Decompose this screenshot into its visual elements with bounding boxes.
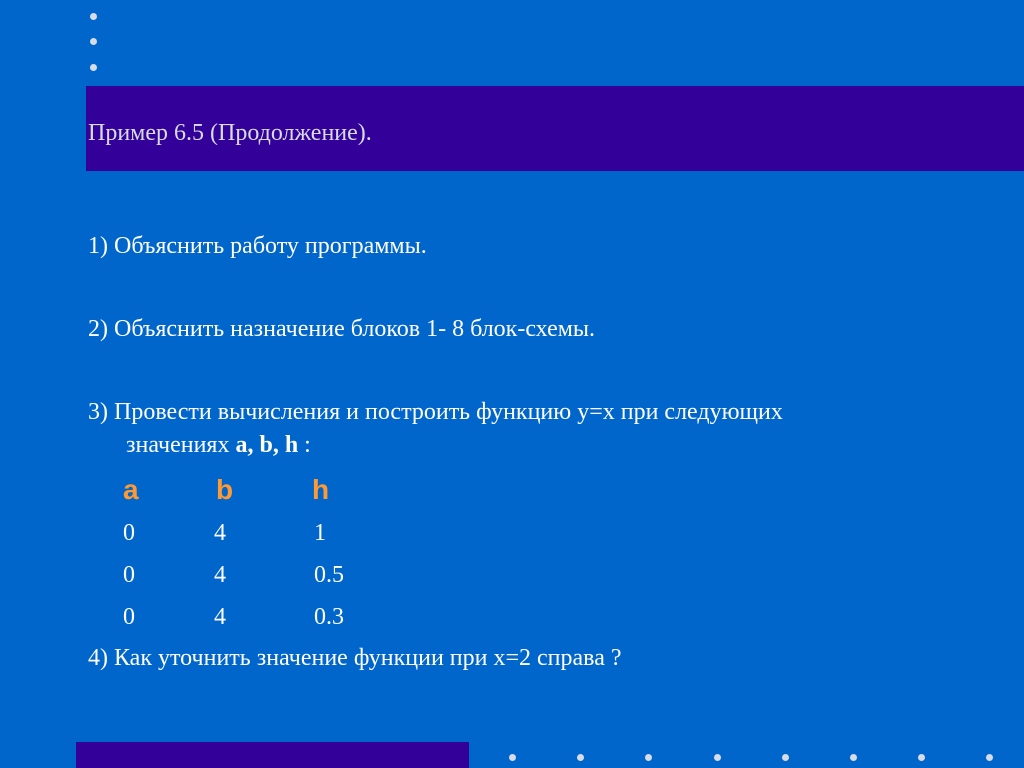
- decor-dot: [782, 754, 789, 761]
- table-cell: 4: [214, 562, 226, 588]
- table-header-b: b: [216, 474, 234, 505]
- item-2: 2) Объяснить назначение блоков 1- 8 блок-схемы.: [88, 316, 596, 342]
- decor-dot: [850, 754, 857, 761]
- table-cell: 4: [214, 520, 226, 546]
- slide-title: Пример 6.5 (Продолжение).: [88, 120, 372, 146]
- item-3-vars: a, b, h: [235, 432, 299, 458]
- decor-dot: [645, 754, 652, 761]
- table-cell: 0: [123, 562, 135, 588]
- decor-dot: [986, 754, 993, 761]
- item-1: 1) Объяснить работу программы.: [88, 233, 427, 259]
- table-header-a: a: [123, 474, 139, 505]
- item-3-prefix: значениях: [126, 432, 236, 458]
- decor-dot: [509, 754, 516, 761]
- table-cell: 0.5: [314, 562, 344, 588]
- item-3-line-2: [126, 432, 311, 459]
- table-header-h: h: [312, 474, 330, 505]
- table-cell: 0: [123, 520, 135, 546]
- decor-dot: [577, 754, 584, 761]
- table-cell: 0: [123, 604, 135, 630]
- decor-dot: [90, 64, 97, 71]
- decor-dot: [918, 754, 925, 761]
- bottom-band: [76, 742, 469, 768]
- table-cell: 1: [314, 520, 326, 546]
- table-cell: 4: [214, 604, 226, 630]
- item-3-suffix: :: [298, 432, 311, 458]
- table-cell: 0.3: [314, 604, 344, 630]
- item-4: 4) Как уточнить значение функции при x=2 справа ?: [88, 645, 622, 671]
- decor-dot: [90, 38, 97, 45]
- item-3-line-1: 3) Провести вычисления и построить функцию y=x при следующих: [88, 399, 783, 425]
- decor-dot: [90, 13, 97, 20]
- decor-dot: [714, 754, 721, 761]
